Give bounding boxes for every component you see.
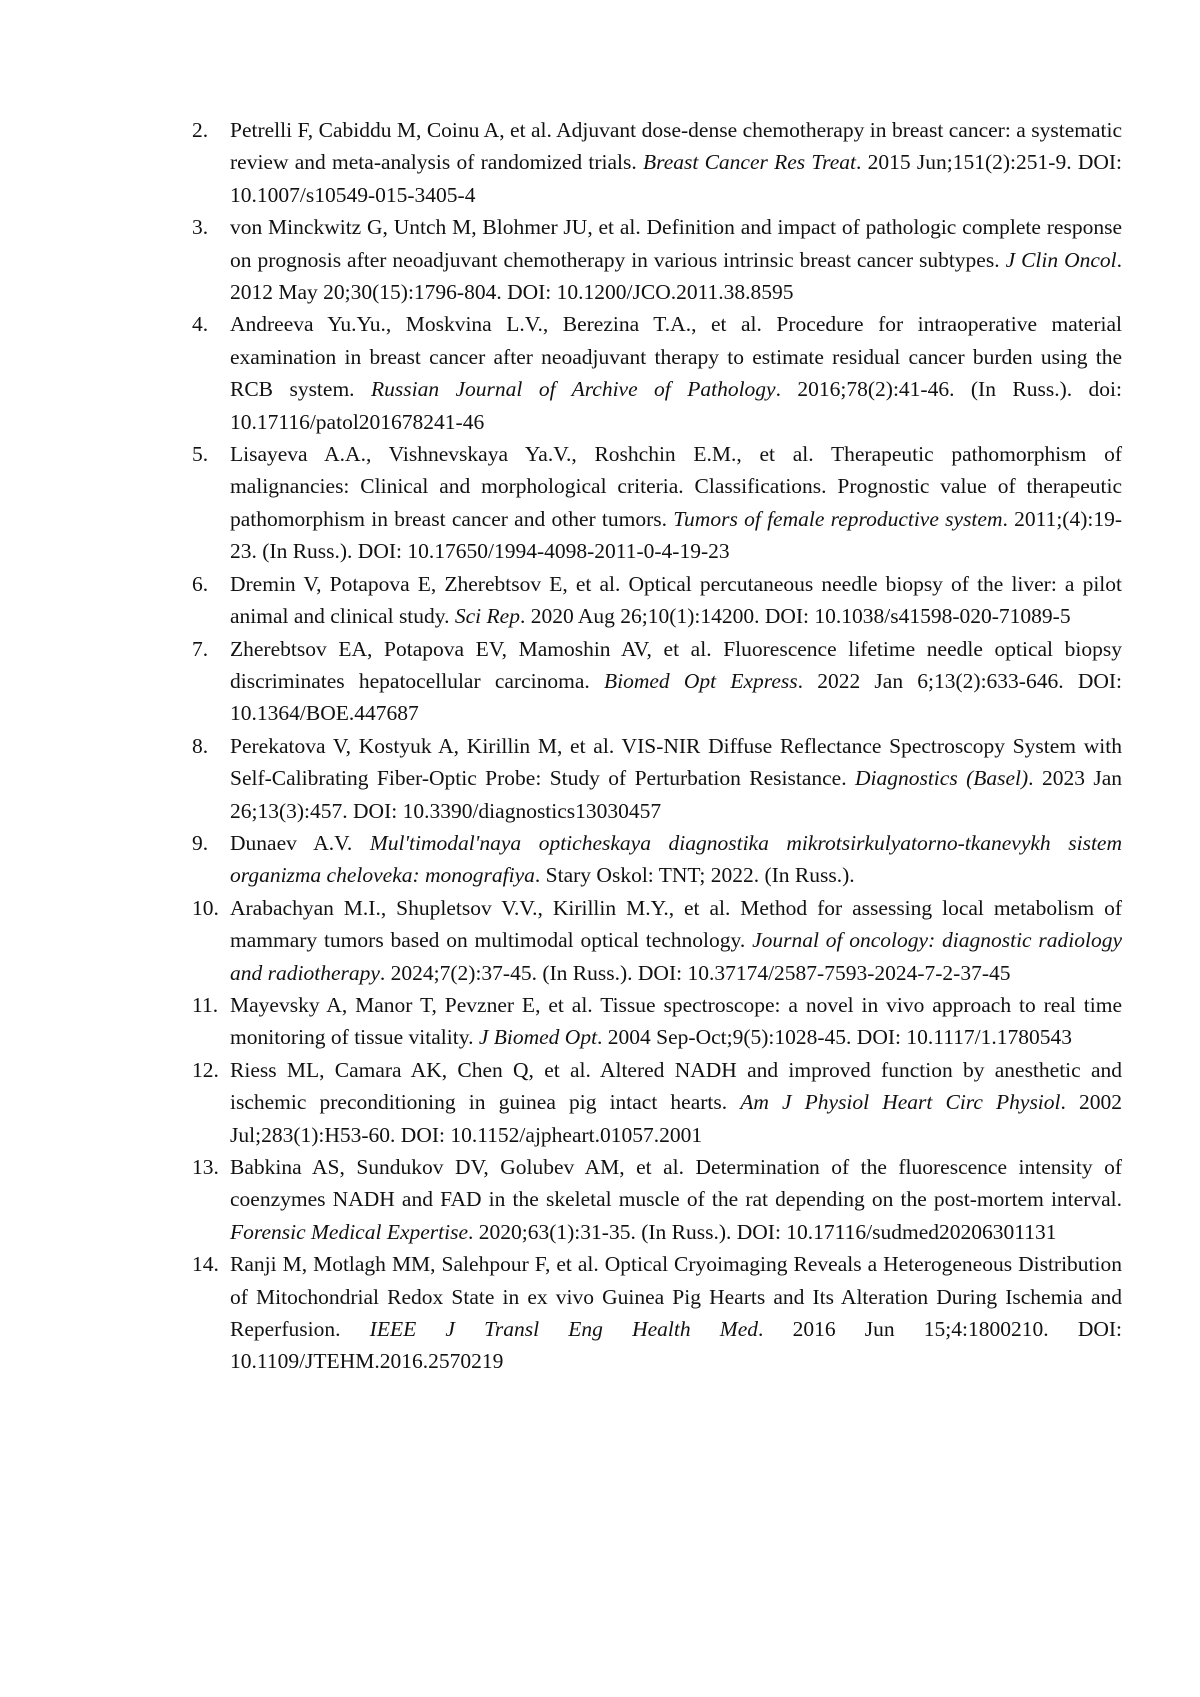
reference-number: 7.: [192, 636, 209, 661]
reference-authors-title: Babkina AS, Sundukov DV, Golubev AM, et al. Determination of the fluorescence intensity of coenzymes NADH and FAD in the skeletal muscle of the rat depending on the post-mortem interval.: [230, 1155, 1122, 1212]
reference-item: [192, 114, 1122, 211]
reference-number: 10.: [192, 895, 219, 920]
reference-text: [230, 896, 1122, 985]
reference-citation: . 2024;7(2):37-45. (In Russ.). DOI: 10.37174/2587-7593-2024-7-2-37-45: [379, 960, 1011, 985]
reference-item: [192, 633, 1122, 730]
reference-item: [192, 308, 1122, 438]
reference-item: [192, 211, 1122, 308]
reference-number: 8.: [192, 733, 209, 758]
reference-item: [192, 827, 1122, 892]
reference-item: [192, 1248, 1122, 1378]
reference-text: [230, 215, 1122, 304]
reference-journal: Forensic Medical Expertise: [230, 1219, 469, 1244]
reference-authors-title: Arabachyan M.I., Shupletsov V.V., Kirillin M.Y., et al. Method for assessing local metabolism of mammary tumors based on multimodal optical technology.: [230, 895, 1122, 953]
reference-journal: Diagnostics (Basel): [854, 766, 1029, 791]
reference-journal: J Biomed Opt: [478, 1025, 598, 1050]
reference-number: 3.: [192, 215, 209, 240]
reference-citation: . 2016;78(2):41-46. (In Russ.). doi: 10.17116/patol201678241-46: [230, 377, 1122, 434]
reference-journal: Am J Physiol Heart Circ Physiol: [740, 1090, 1061, 1115]
reference-citation: . Stary Oskol: TNT; 2022. (In Russ.).: [534, 863, 855, 888]
reference-text: [230, 442, 1122, 563]
reference-journal: Tumors of female reproductive system: [673, 506, 1003, 531]
reference-number: 12.: [192, 1057, 219, 1082]
reference-text: [230, 312, 1122, 433]
reference-text: [230, 1252, 1122, 1373]
reference-citation: . 2022 Jan 6;13(2):633-646. DOI: 10.1364/BOE.447687: [230, 668, 1122, 726]
reference-journal: IEEE J Transl Eng Health Med: [369, 1317, 759, 1342]
reference-item: [192, 568, 1122, 633]
reference-authors-title: Ranji M, Motlagh MM, Salehpour F, et al. Optical Cryoimaging Reveals a Heterogeneous Distribution of Mitochondrial Redox State in ex vivo Guinea Pig Hearts and Its Alteration During Ischemia and Reperfusion.: [230, 1252, 1122, 1342]
reference-number: 4.: [192, 312, 209, 337]
reference-journal: J Clin Oncol: [1005, 247, 1117, 272]
reference-number: 6.: [192, 571, 209, 596]
reference-citation: . 2020 Aug 26;10(1):14200. DOI: 10.1038/s41598-020-71089-5: [519, 604, 1071, 629]
reference-authors-title: Dunaev A.V.: [230, 830, 370, 855]
reference-journal: Biomed Opt Express: [603, 668, 798, 693]
reference-text: [230, 1155, 1122, 1244]
reference-journal: Journal of oncology: diagnostic radiology and radiotherapy: [230, 928, 1122, 985]
reference-authors-title: von Minckwitz G, Untch M, Blohmer JU, et al. Definition and impact of pathologic complete response on prognosis after neoadjuvant chemotherapy in various intrinsic breast cancer subtypes.: [230, 215, 1122, 272]
reference-citation: . 2011;(4):19-23. (In Russ.). DOI: 10.17650/1994-4098-2011-0-4-19-23: [230, 506, 1123, 564]
reference-item: [192, 438, 1122, 568]
reference-citation: . 2020;63(1):31-35. (In Russ.). DOI: 10.17116/sudmed20206301131: [468, 1219, 1057, 1244]
reference-journal: Sci Rep: [454, 604, 520, 629]
reference-citation: . 2012 May 20;30(15):1796-804. DOI: 10.1200/JCO.2011.38.8595: [230, 247, 1123, 305]
reference-journal: Russian Journal of Archive of Pathology: [370, 377, 776, 402]
reference-list: [192, 114, 1122, 1378]
reference-item: [192, 730, 1122, 827]
reference-number: 11.: [192, 992, 219, 1017]
reference-text: [230, 831, 1122, 887]
reference-authors-title: Mayevsky A, Manor T, Pevzner E, et al. Tissue spectroscope: a novel in vivo approach to real time monitoring of tissue vitality.: [230, 992, 1122, 1050]
reference-number: 5.: [192, 442, 209, 467]
reference-text: [230, 1058, 1122, 1147]
reference-citation: . 2004 Sep-Oct;9(5):1028-45. DOI: 10.1117/1.1780543: [597, 1025, 1072, 1050]
reference-text: [230, 118, 1122, 207]
reference-authors-title: Perekatova V, Kostyuk A, Kirillin M, et al. VIS-NIR Diffuse Reflectance Spectroscopy System with Self-Calibrating Fiber-Optic Probe: Study of Perturbation Resistance.: [230, 733, 1122, 791]
reference-item: [192, 989, 1122, 1054]
reference-authors-title: Dremin V, Potapova E, Zherebtsov E, et al. Optical percutaneous needle biopsy of the liver: a pilot animal and clinical study.: [230, 571, 1122, 629]
reference-citation: . 2002 Jul;283(1):H53-60. DOI: 10.1152/ajpheart.01057.2001: [230, 1090, 1122, 1147]
reference-journal: Breast Cancer Res Treat: [643, 150, 857, 175]
reference-number: 2.: [192, 118, 209, 142]
reference-text: [230, 572, 1122, 628]
reference-number: 13.: [192, 1155, 219, 1179]
reference-number: 9.: [192, 830, 209, 855]
reference-citation: . 2015 Jun;151(2):251-9. DOI: 10.1007/s10549-015-3405-4: [230, 150, 1123, 207]
reference-number: 14.: [192, 1252, 219, 1277]
reference-authors-title: Lisayeva A.A., Vishnevskaya Ya.V., Roshchin E.M., et al. Therapeutic pathomorphism of malignancies: Clinical and morphological criteria. Classifications. Prognostic value of therapeutic pathomorphism in breast cancer and other tumors.: [230, 442, 1122, 531]
reference-journal: Mul'timodal'naya opticheskaya diagnostika mikrotsirkulyatorno-tkanevykh sistem organizma cheloveka: monografiya: [230, 830, 1122, 888]
reference-item: [192, 892, 1122, 989]
reference-citation: . 2016 Jun 15;4:1800210. DOI: 10.1109/JTEHM.2016.2570219: [230, 1317, 1123, 1374]
reference-item: [192, 1054, 1122, 1151]
reference-text: [230, 637, 1122, 726]
reference-text: [230, 993, 1122, 1049]
reference-text: [230, 734, 1122, 823]
reference-authors-title: Riess ML, Camara AK, Chen Q, et al. Altered NADH and improved function by anesthetic and ischemic preconditioning in guinea pig intact hearts.: [230, 1057, 1122, 1115]
reference-citation: . 2023 Jan 26;13(3):457. DOI: 10.3390/diagnostics13030457: [230, 766, 1122, 823]
reference-authors-title: Petrelli F, Cabiddu M, Coinu A, et al. Adjuvant dose-dense chemotherapy in breast cancer: a systematic review and meta-analysis of randomized trials.: [230, 118, 1122, 175]
reference-authors-title: Andreeva Yu.Yu., Moskvina L.V., Berezina T.A., et al. Procedure for intraoperative material examination in breast cancer after neoadjuvant therapy to estimate residual cancer burden using the RCB system.: [230, 312, 1122, 402]
reference-authors-title: Zherebtsov EA, Potapova EV, Mamoshin AV, et al. Fluorescence lifetime needle optical biopsy discriminates hepatocellular carcinoma.: [230, 636, 1122, 693]
reference-item: [192, 1151, 1122, 1248]
